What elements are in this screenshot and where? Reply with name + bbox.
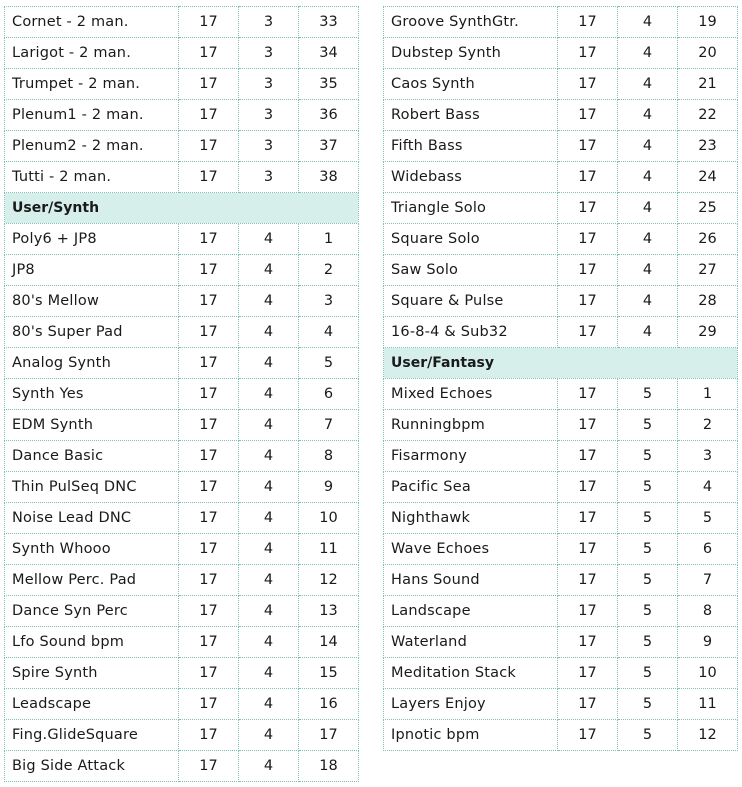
sound-row [384, 534, 738, 565]
cc0-value: 17 [558, 193, 618, 224]
sound-row [5, 503, 359, 534]
program-change-value: 15 [299, 658, 359, 689]
cc0-value: 17 [558, 720, 618, 751]
cc0-value: 17 [179, 410, 239, 441]
sound-row [384, 162, 738, 193]
cc32-value: 4 [618, 7, 678, 38]
cc32-value: 4 [239, 379, 299, 410]
sound-row [384, 410, 738, 441]
sound-name: 80's Mellow [5, 286, 179, 317]
cc0-value: 17 [558, 379, 618, 410]
category-header: User/Synth [5, 193, 359, 224]
sound-row [5, 224, 359, 255]
program-change-value: 9 [299, 472, 359, 503]
sound-row [384, 503, 738, 534]
sound-name: Analog Synth [5, 348, 179, 379]
cc32-value: 3 [239, 162, 299, 193]
program-change-value: 7 [678, 565, 738, 596]
sound-name: Nighthawk [384, 503, 558, 534]
sound-row [384, 565, 738, 596]
sound-row [5, 658, 359, 689]
sound-name: Pacific Sea [384, 472, 558, 503]
sound-row [384, 596, 738, 627]
program-change-value: 25 [678, 193, 738, 224]
cc32-value: 4 [239, 441, 299, 472]
sound-name: Square Solo [384, 224, 558, 255]
cc0-value: 17 [558, 255, 618, 286]
program-change-value: 24 [678, 162, 738, 193]
program-change-value: 22 [678, 100, 738, 131]
sound-name: Synth Whooo [5, 534, 179, 565]
sound-name: Wave Echoes [384, 534, 558, 565]
program-change-value: 29 [678, 317, 738, 348]
sound-row [384, 255, 738, 286]
cc0-value: 17 [179, 100, 239, 131]
cc0-value: 17 [558, 69, 618, 100]
sound-name: Triangle Solo [384, 193, 558, 224]
cc32-value: 3 [239, 38, 299, 69]
sound-name: Caos Synth [384, 69, 558, 100]
cc0-value: 17 [558, 7, 618, 38]
sound-row [384, 317, 738, 348]
cc32-value: 3 [239, 69, 299, 100]
program-change-value: 28 [678, 286, 738, 317]
sound-row [5, 162, 359, 193]
sound-row [5, 751, 359, 782]
sound-name: Groove SynthGtr. [384, 7, 558, 38]
program-change-value: 34 [299, 38, 359, 69]
cc32-value: 4 [239, 503, 299, 534]
sound-row [384, 7, 738, 38]
cc0-value: 17 [179, 565, 239, 596]
program-change-value: 35 [299, 69, 359, 100]
program-change-value: 27 [678, 255, 738, 286]
cc32-value: 4 [618, 255, 678, 286]
sound-row [5, 720, 359, 751]
program-change-value: 4 [678, 472, 738, 503]
category-header-row [5, 193, 359, 224]
program-change-value: 1 [678, 379, 738, 410]
sound-row [384, 658, 738, 689]
cc0-value: 17 [558, 131, 618, 162]
cc0-value: 17 [179, 224, 239, 255]
cc0-value: 17 [179, 627, 239, 658]
program-change-value: 14 [299, 627, 359, 658]
cc0-value: 17 [179, 7, 239, 38]
sound-row [384, 224, 738, 255]
cc32-value: 4 [239, 224, 299, 255]
sound-name: Mellow Perc. Pad [5, 565, 179, 596]
program-change-value: 26 [678, 224, 738, 255]
cc32-value: 4 [618, 193, 678, 224]
cc0-value: 17 [558, 224, 618, 255]
cc32-value: 4 [239, 751, 299, 782]
sound-name: Runningbpm [384, 410, 558, 441]
cc32-value: 4 [239, 534, 299, 565]
sound-row [5, 286, 359, 317]
sound-name: Robert Bass [384, 100, 558, 131]
sound-name: Square & Pulse [384, 286, 558, 317]
cc0-value: 17 [179, 720, 239, 751]
sound-row [384, 627, 738, 658]
cc0-value: 17 [558, 410, 618, 441]
cc32-value: 3 [239, 131, 299, 162]
sound-row [384, 69, 738, 100]
program-change-value: 3 [678, 441, 738, 472]
program-change-value: 5 [678, 503, 738, 534]
cc0-value: 17 [179, 751, 239, 782]
sound-name: Meditation Stack [384, 658, 558, 689]
program-change-value: 6 [678, 534, 738, 565]
sound-row [5, 131, 359, 162]
sound-name: EDM Synth [5, 410, 179, 441]
program-change-value: 12 [678, 720, 738, 751]
sound-name: Plenum2 - 2 man. [5, 131, 179, 162]
cc0-value: 17 [179, 379, 239, 410]
cc0-value: 17 [179, 658, 239, 689]
program-change-value: 38 [299, 162, 359, 193]
sound-name: Fisarmony [384, 441, 558, 472]
sound-row [5, 441, 359, 472]
sound-row [5, 596, 359, 627]
cc0-value: 17 [179, 441, 239, 472]
sound-row [384, 100, 738, 131]
program-change-value: 8 [678, 596, 738, 627]
program-change-value: 16 [299, 689, 359, 720]
cc0-value: 17 [558, 627, 618, 658]
sound-name: Hans Sound [384, 565, 558, 596]
program-change-value: 19 [678, 7, 738, 38]
sound-name: Fifth Bass [384, 131, 558, 162]
program-change-value: 11 [678, 689, 738, 720]
cc0-value: 17 [558, 534, 618, 565]
program-change-value: 6 [299, 379, 359, 410]
program-change-value: 8 [299, 441, 359, 472]
cc0-value: 17 [179, 286, 239, 317]
cc32-value: 5 [618, 410, 678, 441]
sound-name: Dance Syn Perc [5, 596, 179, 627]
cc32-value: 3 [239, 7, 299, 38]
cc32-value: 4 [239, 720, 299, 751]
sound-name: 16-8-4 & Sub32 [384, 317, 558, 348]
sound-name: Mixed Echoes [384, 379, 558, 410]
cc32-value: 4 [239, 658, 299, 689]
sound-row [5, 379, 359, 410]
cc32-value: 5 [618, 379, 678, 410]
cc0-value: 17 [558, 286, 618, 317]
sound-name: Noise Lead DNC [5, 503, 179, 534]
cc32-value: 4 [618, 38, 678, 69]
sound-name: Dance Basic [5, 441, 179, 472]
cc0-value: 17 [179, 472, 239, 503]
cc0-value: 17 [558, 565, 618, 596]
sound-row [5, 534, 359, 565]
sound-name: Synth Yes [5, 379, 179, 410]
sound-row [384, 379, 738, 410]
sound-name: Plenum1 - 2 man. [5, 100, 179, 131]
sound-row [5, 69, 359, 100]
sound-row [5, 38, 359, 69]
sound-row [5, 7, 359, 38]
sound-name: Trumpet - 2 man. [5, 69, 179, 100]
cc0-value: 17 [558, 162, 618, 193]
sound-name: Landscape [384, 596, 558, 627]
sound-name: Leadscape [5, 689, 179, 720]
cc32-value: 5 [618, 720, 678, 751]
cc32-value: 4 [618, 317, 678, 348]
sound-name: Widebass [384, 162, 558, 193]
sound-name: Cornet - 2 man. [5, 7, 179, 38]
cc0-value: 17 [558, 689, 618, 720]
sound-name: Dubstep Synth [384, 38, 558, 69]
cc32-value: 4 [618, 224, 678, 255]
cc32-value: 5 [618, 441, 678, 472]
cc0-value: 17 [179, 534, 239, 565]
program-change-value: 9 [678, 627, 738, 658]
sound-name: Larigot - 2 man. [5, 38, 179, 69]
cc32-value: 5 [618, 565, 678, 596]
cc0-value: 17 [179, 503, 239, 534]
sound-row [384, 472, 738, 503]
sound-row [384, 720, 738, 751]
cc32-value: 4 [239, 255, 299, 286]
sound-row [384, 193, 738, 224]
sound-row [5, 472, 359, 503]
cc0-value: 17 [179, 348, 239, 379]
cc32-value: 4 [618, 100, 678, 131]
cc32-value: 4 [239, 348, 299, 379]
sound-name: 80's Super Pad [5, 317, 179, 348]
sound-row [5, 100, 359, 131]
cc32-value: 5 [618, 534, 678, 565]
sound-row [5, 317, 359, 348]
sound-row [384, 441, 738, 472]
sound-name: Poly6 + JP8 [5, 224, 179, 255]
sound-row [384, 131, 738, 162]
program-change-value: 3 [299, 286, 359, 317]
sound-table-left [4, 6, 359, 782]
sound-row [384, 38, 738, 69]
program-change-value: 36 [299, 100, 359, 131]
cc0-value: 17 [558, 317, 618, 348]
program-change-value: 2 [678, 410, 738, 441]
sound-row [5, 410, 359, 441]
program-change-value: 10 [299, 503, 359, 534]
sound-row [5, 348, 359, 379]
cc32-value: 4 [618, 69, 678, 100]
cc32-value: 4 [618, 162, 678, 193]
sound-row [384, 689, 738, 720]
cc32-value: 4 [239, 410, 299, 441]
sound-row [384, 286, 738, 317]
cc0-value: 17 [558, 100, 618, 131]
cc32-value: 4 [239, 286, 299, 317]
sound-row [5, 255, 359, 286]
sound-name: JP8 [5, 255, 179, 286]
program-change-value: 5 [299, 348, 359, 379]
program-change-value: 2 [299, 255, 359, 286]
program-change-value: 21 [678, 69, 738, 100]
sound-name: Spire Synth [5, 658, 179, 689]
program-change-value: 13 [299, 596, 359, 627]
program-change-value: 11 [299, 534, 359, 565]
cc0-value: 17 [179, 255, 239, 286]
program-change-value: 37 [299, 131, 359, 162]
cc0-value: 17 [558, 38, 618, 69]
cc0-value: 17 [558, 503, 618, 534]
sound-name: Fing.GlideSquare [5, 720, 179, 751]
cc32-value: 5 [618, 472, 678, 503]
cc32-value: 4 [618, 131, 678, 162]
cc32-value: 3 [239, 100, 299, 131]
cc0-value: 17 [179, 596, 239, 627]
sound-row [5, 627, 359, 658]
sound-name: Thin PulSeq DNC [5, 472, 179, 503]
cc32-value: 4 [239, 472, 299, 503]
program-change-value: 23 [678, 131, 738, 162]
cc32-value: 5 [618, 658, 678, 689]
program-change-value: 18 [299, 751, 359, 782]
cc0-value: 17 [179, 317, 239, 348]
cc0-value: 17 [558, 658, 618, 689]
program-change-value: 1 [299, 224, 359, 255]
program-change-value: 12 [299, 565, 359, 596]
program-change-value: 33 [299, 7, 359, 38]
sound-name: Big Side Attack [5, 751, 179, 782]
program-change-value: 10 [678, 658, 738, 689]
cc0-value: 17 [179, 162, 239, 193]
sound-row [5, 565, 359, 596]
sound-name: Saw Solo [384, 255, 558, 286]
program-change-value: 7 [299, 410, 359, 441]
cc0-value: 17 [558, 441, 618, 472]
sound-name: Tutti - 2 man. [5, 162, 179, 193]
cc32-value: 4 [239, 317, 299, 348]
cc32-value: 5 [618, 503, 678, 534]
sound-table-right [383, 6, 738, 751]
cc32-value: 5 [618, 689, 678, 720]
cc32-value: 5 [618, 596, 678, 627]
cc32-value: 4 [239, 596, 299, 627]
cc32-value: 4 [239, 689, 299, 720]
sound-row [5, 689, 359, 720]
cc32-value: 4 [239, 565, 299, 596]
sound-name: Waterland [384, 627, 558, 658]
cc0-value: 17 [179, 38, 239, 69]
cc0-value: 17 [558, 472, 618, 503]
cc32-value: 4 [618, 286, 678, 317]
category-header-row [384, 348, 738, 379]
category-header: User/Fantasy [384, 348, 738, 379]
sound-name: Ipnotic bpm [384, 720, 558, 751]
cc0-value: 17 [558, 596, 618, 627]
program-change-value: 4 [299, 317, 359, 348]
program-change-value: 20 [678, 38, 738, 69]
cc0-value: 17 [179, 131, 239, 162]
cc0-value: 17 [179, 689, 239, 720]
cc0-value: 17 [179, 69, 239, 100]
program-change-value: 17 [299, 720, 359, 751]
sound-name: Lfo Sound bpm [5, 627, 179, 658]
cc32-value: 4 [239, 627, 299, 658]
sound-name: Layers Enjoy [384, 689, 558, 720]
cc32-value: 5 [618, 627, 678, 658]
